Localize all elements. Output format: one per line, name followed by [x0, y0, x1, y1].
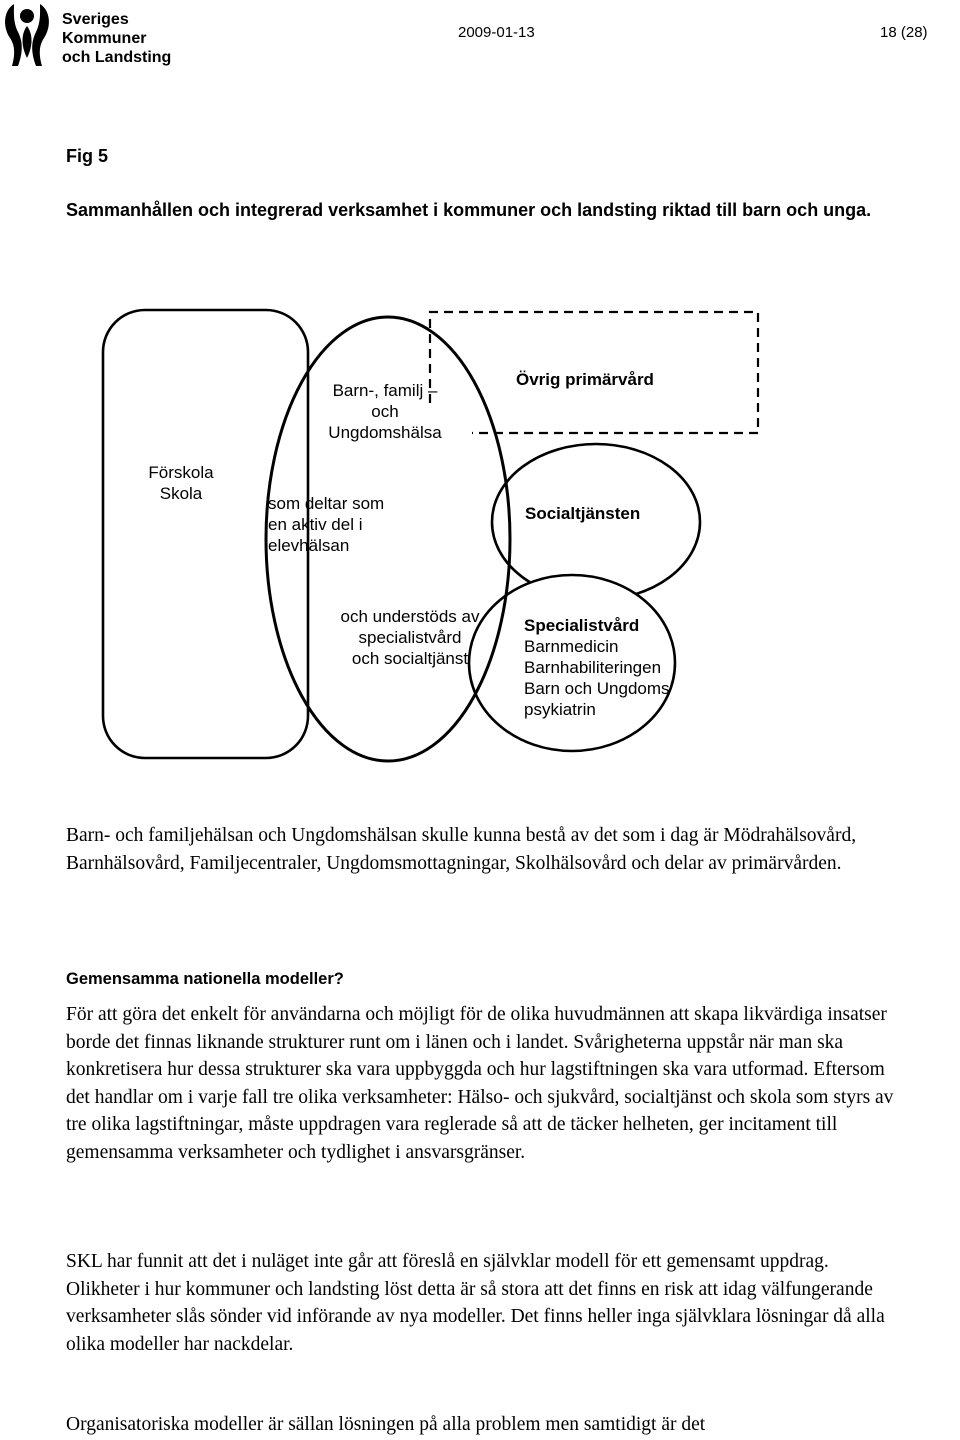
header-date: 2009-01-13: [458, 24, 535, 41]
logo-line: och Landsting: [62, 49, 172, 66]
label-line: Barnhabiliteringen: [524, 658, 662, 677]
understods-label: [325, 606, 495, 669]
label-line: Barn-, familj –: [332, 381, 438, 400]
ovrig-primarvard-label: Övrig primärvård: [516, 370, 654, 389]
figure-title: Sammanhållen och integrerad verksamhet i kommuner och landsting riktad till barn och unga.: [66, 200, 872, 220]
section-heading: Gemensamma nationella modeller?: [66, 970, 344, 988]
label-line: Förskola: [148, 463, 214, 482]
skl-logo-icon: [0, 0, 56, 72]
socialtjansten-label: Socialtjänsten: [525, 504, 641, 523]
specialistvard-label: [524, 615, 670, 720]
diagram: [0, 295, 960, 775]
label-line: specialistvård: [358, 628, 462, 647]
header-page-number: 18 (28): [880, 24, 928, 41]
figure-label: Fig 5: [66, 146, 109, 166]
label-line: Barn och Ungdoms: [524, 679, 670, 698]
label-line: en aktiv del i: [268, 515, 363, 534]
label-line: och understöds av: [340, 607, 480, 626]
paragraph-skl: SKL har funnit att det i nuläget inte går att föreslå en självklar modell för ett gemensamt uppdrag. Olikheter i hur kommuner och landsting löst detta är så stora att det finns en risk att idag välfungerande verksamheter slås sönder vid införande av nya modeller. Det finns heller inga självklara lösningar då alla olika modeller har nackdelar.: [66, 1251, 885, 1355]
forskola-skola-label: [126, 462, 236, 504]
skl-logo-mark: [0, 0, 56, 72]
label-line: och socialtjänst: [351, 649, 469, 668]
specialistvard-title: Specialistvård: [524, 616, 640, 635]
label-line: Ungdomshälsa: [328, 423, 442, 442]
skl-logo-text: [62, 10, 171, 67]
barn-familj-ungdomshalsa-label: [300, 380, 470, 443]
label-line: som deltar som: [268, 494, 385, 513]
label-line: Skola: [159, 484, 203, 503]
label-line: elevhälsan: [268, 536, 350, 555]
paragraph-organisatoriska: Organisatoriska modeller är sällan lösningen på alla problem men samtidigt är det: [66, 1414, 706, 1435]
label-line: och: [371, 402, 399, 421]
logo-line: Kommuner: [62, 30, 147, 47]
paragraph-gemensamma-modeller: För att göra det enkelt för användarna och möjligt för de olika huvudmännen att skapa likvärdiga insatser borde det finnas liknande strukturer runt om i länen och i landet. Svårigheterna uppstår när man ska konkretisera hur dessa strukturer ska vara uppbyggda och hur lagstiftningen ska vara utformad. Eftersom det handlar om i varje fall tre olika verksamheter: Hälso- och sjukvård, socialtjänst och skola som styrs av tre olika lagstiftningar, måste uppdragen vara reglerade så att de täcker helheten, ger incitament till gemensamma verksamheter och tydlighet i ansvarsgränser.: [66, 1004, 894, 1163]
label-line: Barnmedicin: [524, 637, 619, 656]
paragraph-barn-familjehalsan: Barn- och familjehälsan och Ungdomshälsan skulle kunna bestå av det som i dag är Mödrahälsovård, Barnhälsovård, Familjecentraler, Ungdomsmottagningar, Skolhälsovård och delar av primärvården.: [66, 825, 857, 874]
label-line: psykiatrin: [524, 700, 596, 719]
elevhalsan-label: [268, 493, 428, 556]
logo-line: Sveriges: [62, 11, 129, 28]
